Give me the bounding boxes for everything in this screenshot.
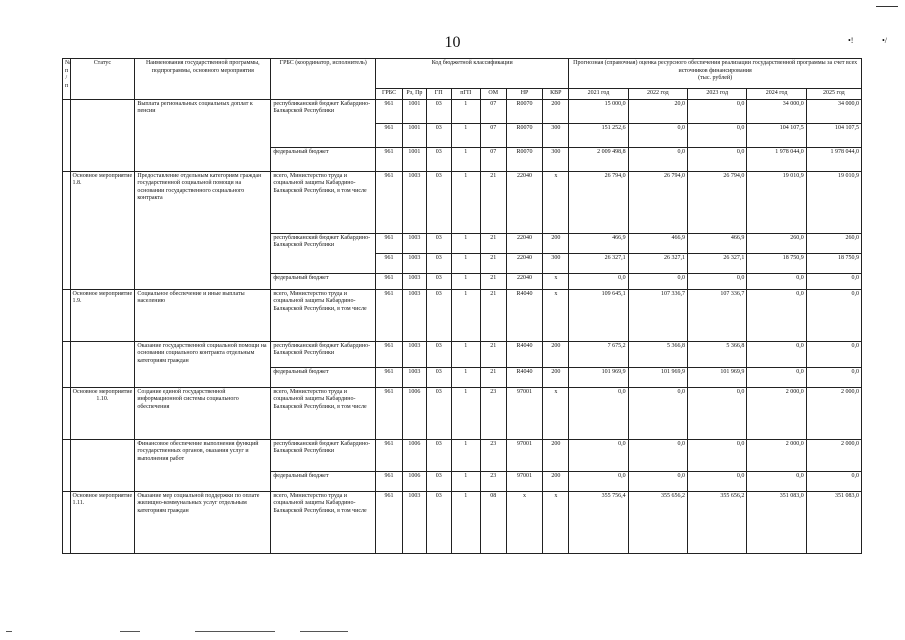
value-cell: 0,0 bbox=[688, 147, 747, 171]
code-cell: 03 bbox=[426, 123, 451, 147]
code-cell: 03 bbox=[426, 171, 451, 233]
code-cell: 961 bbox=[376, 171, 403, 233]
page-number: 10 bbox=[444, 34, 461, 51]
value-cell: 466,9 bbox=[628, 233, 687, 253]
code-cell: 23 bbox=[480, 439, 506, 471]
value-cell: 2 000,0 bbox=[747, 387, 806, 439]
code-cell: 200 bbox=[543, 341, 569, 367]
code-cell: 07 bbox=[480, 147, 506, 171]
value-cell: 0,0 bbox=[747, 341, 806, 367]
code-cell: 07 bbox=[480, 99, 506, 123]
header-budget-code: Код бюджетной классификации bbox=[376, 59, 569, 89]
value-cell: 15 000,0 bbox=[569, 99, 628, 123]
value-cell: 101 969,9 bbox=[569, 367, 628, 387]
status-cell: Основное мероприятие 1.11. bbox=[70, 491, 135, 553]
code-cell: 300 bbox=[543, 123, 569, 147]
code-cell: R4040 bbox=[506, 289, 543, 341]
row-number-cell bbox=[63, 491, 71, 553]
status-cell bbox=[70, 439, 135, 491]
value-cell: 26 794,0 bbox=[688, 171, 747, 233]
value-cell: 0,0 bbox=[688, 123, 747, 147]
header-num: № п/п bbox=[63, 59, 71, 100]
code-cell: 1 bbox=[451, 123, 480, 147]
grbs-cell: федеральный бюджет bbox=[271, 367, 376, 387]
value-cell: 0,0 bbox=[628, 439, 687, 471]
resource-table bbox=[62, 58, 862, 554]
program-name-cell: Оказание государственной социальной помощи на основании социального контракта отдельным категориям граждан bbox=[135, 341, 271, 387]
code-cell: 1003 bbox=[403, 341, 427, 367]
value-cell: 0,0 bbox=[806, 471, 861, 491]
value-cell: 101 969,9 bbox=[628, 367, 687, 387]
code-cell: 03 bbox=[426, 99, 451, 123]
code-cell: 22040 bbox=[506, 253, 543, 273]
value-cell: 1 978 044,0 bbox=[806, 147, 861, 171]
table-row bbox=[63, 341, 862, 367]
subheader-cell: ГРБС bbox=[376, 89, 403, 100]
value-cell: 2 000,0 bbox=[806, 387, 861, 439]
value-cell: 7 675,2 bbox=[569, 341, 628, 367]
code-cell: 1 bbox=[451, 233, 480, 253]
code-cell: 1 bbox=[451, 273, 480, 289]
code-cell: х bbox=[543, 387, 569, 439]
subheader-cell: пГП bbox=[451, 89, 480, 100]
program-name-cell: Финансовое обеспечение выполнения функций государственных органов, оказания услуг и выполнения работ bbox=[135, 439, 271, 491]
code-cell: 1003 bbox=[403, 253, 427, 273]
value-cell: 0,0 bbox=[569, 471, 628, 491]
code-cell: 97001 bbox=[506, 387, 543, 439]
subheader-cell: 2025 год bbox=[806, 89, 861, 100]
value-cell: 101 969,9 bbox=[688, 367, 747, 387]
code-cell: 200 bbox=[543, 99, 569, 123]
code-cell: 1 bbox=[451, 491, 480, 553]
header-forecast-units: (тыс. рублей) bbox=[698, 75, 733, 81]
value-cell: 107 336,7 bbox=[628, 289, 687, 341]
value-cell: 1 978 044,0 bbox=[747, 147, 806, 171]
value-cell: 355 656,2 bbox=[688, 491, 747, 553]
value-cell: 26 794,0 bbox=[628, 171, 687, 233]
value-cell: 104 107,5 bbox=[747, 123, 806, 147]
code-cell: 21 bbox=[480, 289, 506, 341]
value-cell: 26 794,0 bbox=[569, 171, 628, 233]
value-cell: 5 366,8 bbox=[628, 341, 687, 367]
program-name-cell: Социальное обеспечение и иные выплаты населению bbox=[135, 289, 271, 341]
code-cell: 03 bbox=[426, 273, 451, 289]
code-cell: R0070 bbox=[506, 99, 543, 123]
status-cell bbox=[70, 99, 135, 171]
value-cell: 109 645,1 bbox=[569, 289, 628, 341]
value-cell: 0,0 bbox=[688, 273, 747, 289]
row-number-cell bbox=[63, 99, 71, 171]
value-cell: 0,0 bbox=[806, 289, 861, 341]
subheader-cell: 2024 год bbox=[747, 89, 806, 100]
grbs-cell: республиканский бюджет Кабардино-Балкарской Республики bbox=[271, 233, 376, 273]
footer-mark bbox=[300, 631, 348, 632]
code-cell: 1003 bbox=[403, 273, 427, 289]
value-cell: 0,0 bbox=[628, 273, 687, 289]
value-cell: 0,0 bbox=[806, 341, 861, 367]
corner-mark-right: •/ bbox=[882, 36, 888, 45]
code-cell: 961 bbox=[376, 367, 403, 387]
value-cell: 0,0 bbox=[688, 99, 747, 123]
code-cell: 97001 bbox=[506, 439, 543, 471]
table-row bbox=[63, 439, 862, 471]
code-cell: 03 bbox=[426, 147, 451, 171]
value-cell: 34 000,0 bbox=[806, 99, 861, 123]
code-cell: 1 bbox=[451, 147, 480, 171]
code-cell: 23 bbox=[480, 471, 506, 491]
grbs-cell: республиканский бюджет Кабардино-Балкарской Республики bbox=[271, 341, 376, 367]
header-status: Статус bbox=[70, 59, 135, 100]
footer-mark bbox=[195, 631, 275, 632]
code-cell: R0070 bbox=[506, 147, 543, 171]
code-cell: 1001 bbox=[403, 99, 427, 123]
code-cell: 1003 bbox=[403, 367, 427, 387]
grbs-cell: федеральный бюджет bbox=[271, 147, 376, 171]
code-cell: R4040 bbox=[506, 341, 543, 367]
row-number-cell bbox=[63, 439, 71, 491]
value-cell: 34 000,0 bbox=[747, 99, 806, 123]
row-number-cell bbox=[63, 171, 71, 289]
value-cell: 107 336,7 bbox=[688, 289, 747, 341]
value-cell: 355 656,2 bbox=[628, 491, 687, 553]
subheader-cell: 2022 год bbox=[628, 89, 687, 100]
value-cell: 104 107,5 bbox=[806, 123, 861, 147]
value-cell: 5 366,8 bbox=[688, 341, 747, 367]
subheader-cell: 2023 год bbox=[688, 89, 747, 100]
grbs-cell: всего, Министерство труда и социальной защиты Кабардино-Балкарской Республики, в том числе bbox=[271, 289, 376, 341]
code-cell: 300 bbox=[543, 147, 569, 171]
program-name-cell: Предоставление отдельным категориям граждан государственной социальной помощи на основании государственного социального контракта bbox=[135, 171, 271, 289]
code-cell: 1 bbox=[451, 471, 480, 491]
value-cell: 0,0 bbox=[688, 471, 747, 491]
code-cell: 961 bbox=[376, 289, 403, 341]
code-cell: 1001 bbox=[403, 123, 427, 147]
value-cell: 0,0 bbox=[806, 273, 861, 289]
header-forecast-text: Прогнозная (справочная) оценка ресурсного обеспечения реализации государственной программы за счет всех источников финансирования bbox=[573, 60, 858, 74]
code-cell: 961 bbox=[376, 273, 403, 289]
grbs-cell: всего, Министерство труда и социальной защиты Кабардино-Балкарской Республики, в том числе bbox=[271, 387, 376, 439]
code-cell: 03 bbox=[426, 233, 451, 253]
value-cell: 19 010,9 bbox=[747, 171, 806, 233]
subheader-cell: Рз, Пр bbox=[403, 89, 427, 100]
code-cell: х bbox=[543, 289, 569, 341]
corner-mark-left: •! bbox=[848, 36, 854, 45]
code-cell: 1 bbox=[451, 99, 480, 123]
code-cell: 961 bbox=[376, 387, 403, 439]
code-cell: 1 bbox=[451, 171, 480, 233]
code-cell: 03 bbox=[426, 289, 451, 341]
grbs-cell: республиканский бюджет Кабардино-Балкарской Республики bbox=[271, 439, 376, 471]
code-cell: 22040 bbox=[506, 171, 543, 233]
code-cell: 961 bbox=[376, 253, 403, 273]
code-cell: х bbox=[543, 491, 569, 553]
value-cell: 466,9 bbox=[569, 233, 628, 253]
value-cell: 2 000,0 bbox=[806, 439, 861, 471]
value-cell: 26 327,1 bbox=[569, 253, 628, 273]
code-cell: 200 bbox=[543, 233, 569, 253]
code-cell: 03 bbox=[426, 253, 451, 273]
code-cell: 97001 bbox=[506, 471, 543, 491]
status-cell: Основное мероприятие 1.8. bbox=[70, 171, 135, 289]
code-cell: х bbox=[543, 171, 569, 233]
code-cell: 1 bbox=[451, 289, 480, 341]
value-cell: 18 750,9 bbox=[806, 253, 861, 273]
code-cell: 961 bbox=[376, 471, 403, 491]
code-cell: 961 bbox=[376, 233, 403, 253]
code-cell: 03 bbox=[426, 367, 451, 387]
value-cell: 19 010,9 bbox=[806, 171, 861, 233]
code-cell: 03 bbox=[426, 471, 451, 491]
value-cell: 0,0 bbox=[688, 387, 747, 439]
code-cell: 07 bbox=[480, 123, 506, 147]
value-cell: 0,0 bbox=[688, 439, 747, 471]
status-cell bbox=[70, 341, 135, 387]
code-cell: 03 bbox=[426, 341, 451, 367]
table-row bbox=[63, 289, 862, 341]
header-forecast bbox=[569, 59, 862, 89]
value-cell: 0,0 bbox=[628, 123, 687, 147]
code-cell: R0070 bbox=[506, 123, 543, 147]
row-number-cell bbox=[63, 387, 71, 439]
value-cell: 2 009 498,8 bbox=[569, 147, 628, 171]
code-cell: R4040 bbox=[506, 367, 543, 387]
code-cell: 21 bbox=[480, 171, 506, 233]
value-cell: 0,0 bbox=[628, 147, 687, 171]
code-cell: 1 bbox=[451, 367, 480, 387]
status-cell: Основное мероприятие 1.9. bbox=[70, 289, 135, 341]
code-cell: 23 bbox=[480, 387, 506, 439]
value-cell: 0,0 bbox=[806, 367, 861, 387]
code-cell: 1 bbox=[451, 253, 480, 273]
table-row bbox=[63, 387, 862, 439]
code-cell: 08 bbox=[480, 491, 506, 553]
value-cell: 2 000,0 bbox=[747, 439, 806, 471]
row-number-cell bbox=[63, 289, 71, 341]
value-cell: 351 083,0 bbox=[747, 491, 806, 553]
top-edge-mark bbox=[876, 6, 898, 7]
table-row bbox=[63, 99, 862, 123]
value-cell: 151 252,6 bbox=[569, 123, 628, 147]
value-cell: 0,0 bbox=[747, 367, 806, 387]
value-cell: 260,0 bbox=[747, 233, 806, 253]
code-cell: 22040 bbox=[506, 273, 543, 289]
value-cell: 0,0 bbox=[747, 289, 806, 341]
code-cell: 200 bbox=[543, 439, 569, 471]
value-cell: 466,9 bbox=[688, 233, 747, 253]
value-cell: 0,0 bbox=[747, 273, 806, 289]
code-cell: 300 bbox=[543, 253, 569, 273]
code-cell: 1003 bbox=[403, 171, 427, 233]
code-cell: 200 bbox=[543, 471, 569, 491]
code-cell: 1 bbox=[451, 341, 480, 367]
code-cell: 961 bbox=[376, 147, 403, 171]
code-cell: 1006 bbox=[403, 439, 427, 471]
value-cell: 0,0 bbox=[628, 471, 687, 491]
code-cell: 1001 bbox=[403, 147, 427, 171]
code-cell: 21 bbox=[480, 233, 506, 253]
footer-mark bbox=[120, 631, 140, 632]
code-cell: х bbox=[543, 273, 569, 289]
code-cell: 21 bbox=[480, 367, 506, 387]
code-cell: х bbox=[506, 491, 543, 553]
program-name-cell: Создание единой государственной информационной системы социального обеспечения bbox=[135, 387, 271, 439]
code-cell: 1 bbox=[451, 387, 480, 439]
grbs-cell: федеральный бюджет bbox=[271, 471, 376, 491]
code-cell: 961 bbox=[376, 491, 403, 553]
code-cell: 21 bbox=[480, 341, 506, 367]
code-cell: 961 bbox=[376, 99, 403, 123]
value-cell: 0,0 bbox=[569, 439, 628, 471]
code-cell: 21 bbox=[480, 253, 506, 273]
code-cell: 03 bbox=[426, 387, 451, 439]
subheader-cell: 2021 год bbox=[569, 89, 628, 100]
code-cell: 03 bbox=[426, 491, 451, 553]
code-cell: 03 bbox=[426, 439, 451, 471]
table-row bbox=[63, 171, 862, 233]
code-cell: 1003 bbox=[403, 289, 427, 341]
code-cell: 21 bbox=[480, 273, 506, 289]
code-cell: 1006 bbox=[403, 387, 427, 439]
subheader-cell: ОМ bbox=[480, 89, 506, 100]
value-cell: 0,0 bbox=[747, 471, 806, 491]
grbs-cell: всего, Министерство труда и социальной защиты Кабардино-Балкарской Республики, в том числе bbox=[271, 171, 376, 233]
code-cell: 961 bbox=[376, 123, 403, 147]
value-cell: 0,0 bbox=[569, 387, 628, 439]
code-cell: 1003 bbox=[403, 233, 427, 253]
header-grbs-coordinator: ГРБС (координатор, исполнитель) bbox=[271, 59, 376, 100]
code-cell: 22040 bbox=[506, 233, 543, 253]
subheader-cell: ГП bbox=[426, 89, 451, 100]
table-row bbox=[63, 491, 862, 553]
code-cell: 961 bbox=[376, 439, 403, 471]
row-number-cell bbox=[63, 341, 71, 387]
value-cell: 20,0 bbox=[628, 99, 687, 123]
program-name-cell: Оказание мер социальной поддержки по оплате жилищно-коммунальных услуг отдельным категориям граждан bbox=[135, 491, 271, 553]
value-cell: 18 750,9 bbox=[747, 253, 806, 273]
value-cell: 0,0 bbox=[628, 387, 687, 439]
code-cell: 1 bbox=[451, 439, 480, 471]
code-cell: 1003 bbox=[403, 491, 427, 553]
value-cell: 26 327,1 bbox=[628, 253, 687, 273]
code-cell: 961 bbox=[376, 341, 403, 367]
code-cell: 1006 bbox=[403, 471, 427, 491]
subheader-cell: КВР bbox=[543, 89, 569, 100]
subheader-cell: НР bbox=[506, 89, 543, 100]
program-name-cell: Выплата региональных социальных доплат к пенсии bbox=[135, 99, 271, 171]
grbs-cell: федеральный бюджет bbox=[271, 273, 376, 289]
grbs-cell: всего, Министерство труда и социальной защиты Кабардино-Балкарской Республики, в том числе bbox=[271, 491, 376, 553]
value-cell: 351 083,0 bbox=[806, 491, 861, 553]
value-cell: 26 327,1 bbox=[688, 253, 747, 273]
status-cell: Основное мероприятие 1.10. bbox=[70, 387, 135, 439]
value-cell: 355 756,4 bbox=[569, 491, 628, 553]
header-name: Наименования государственной программы, подпрограммы, основного мероприятия bbox=[135, 59, 271, 100]
value-cell: 0,0 bbox=[569, 273, 628, 289]
grbs-cell: республиканский бюджет Кабардино-Балкарской Республики bbox=[271, 99, 376, 147]
footer-mark bbox=[6, 631, 12, 632]
value-cell: 260,0 bbox=[806, 233, 861, 253]
code-cell: 200 bbox=[543, 367, 569, 387]
